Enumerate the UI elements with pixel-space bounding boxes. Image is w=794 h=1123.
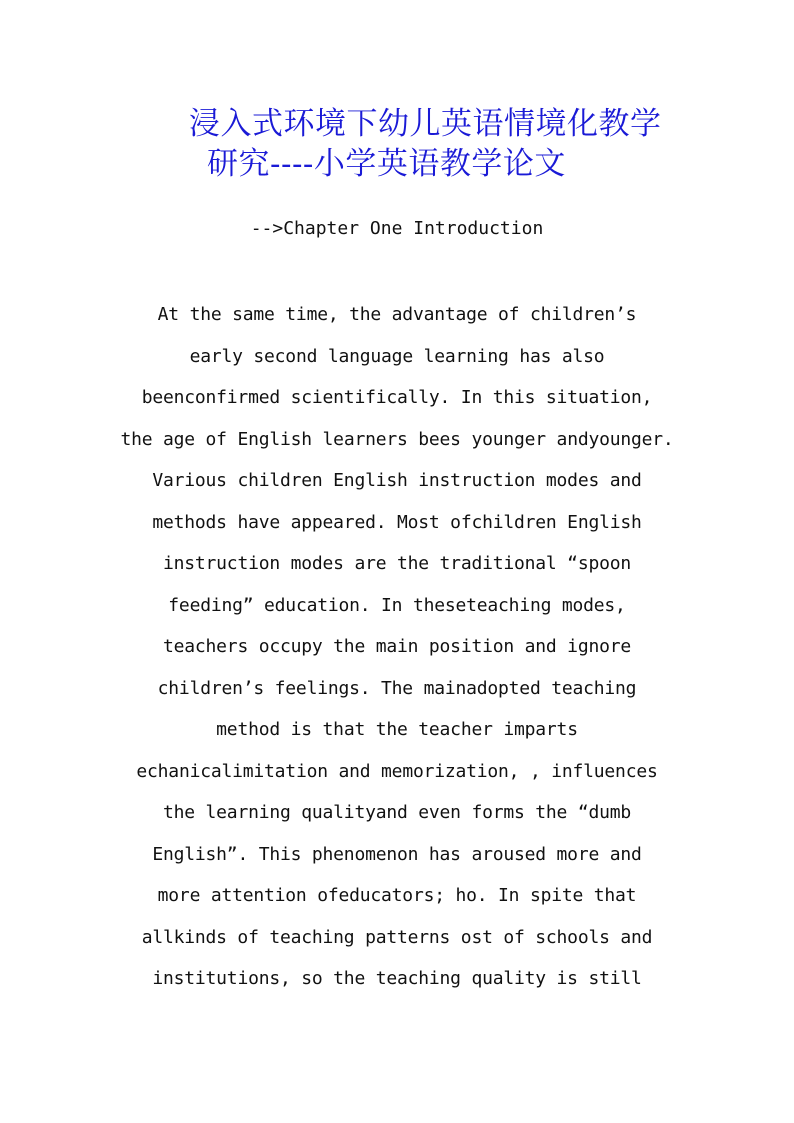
body-line: Various children English instruction modes and	[152, 470, 642, 491]
body-line: At the same time, the advantage of children’s	[157, 304, 637, 325]
body-line: early second language learning has also	[189, 345, 605, 367]
body-line: more attention ofeducators; ho. In spite that	[157, 885, 637, 906]
body-line: teachers occupy the main position and ignore	[162, 636, 632, 657]
body-line: allkinds of teaching patterns ost of schools and	[141, 926, 653, 948]
body-paragraph	[110, 294, 684, 1000]
body-line: instruction modes are the traditional “spoon	[162, 553, 632, 574]
body-line: feeding” education. In theseteaching modes,	[168, 594, 626, 616]
chapter-heading: -->Chapter One Introduction	[250, 218, 544, 239]
title-line-1: 浸入式环境下幼儿英语情境化教学	[189, 106, 662, 142]
body-line: methods have appeared. Most ofchildren English	[152, 511, 642, 533]
body-line: beenconfirmed scientifically. In this situation,	[141, 387, 653, 408]
body-line: English”. This phenomenon has aroused more and	[152, 843, 642, 865]
title-line-2: 研究----小学英语教学论文	[207, 146, 566, 182]
body-line: the age of English learners bees younger andyounger.	[120, 428, 674, 450]
body-line: method is that the teacher imparts	[216, 719, 578, 740]
body-line: children’s feelings. The mainadopted teaching	[157, 677, 637, 699]
body-line: institutions, so the teaching quality is still	[152, 968, 642, 989]
body-line: the learning qualityand even forms the “dumb	[162, 802, 632, 823]
document-title	[0, 104, 794, 184]
body-line: echanicalimitation and memorization, , influences	[136, 760, 658, 782]
